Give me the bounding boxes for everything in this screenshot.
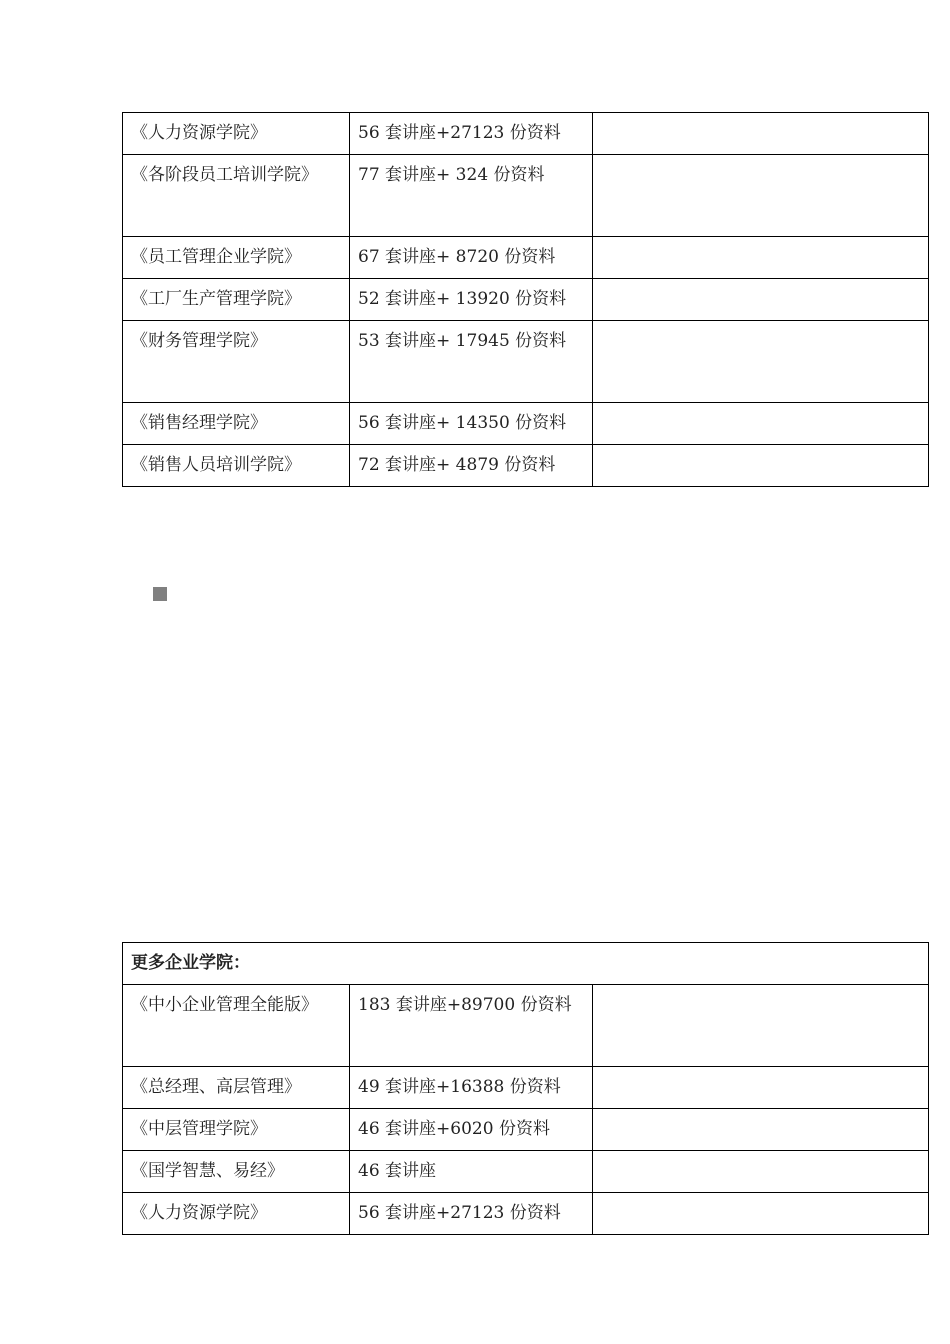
table-row	[123, 1109, 929, 1151]
table-row	[123, 321, 929, 403]
academy-content: 183 套讲座+89700 份资料	[350, 985, 593, 1067]
academy-extra	[593, 403, 929, 445]
academy-name: 《工厂生产管理学院》	[123, 279, 350, 321]
academy-name: 《中小企业管理全能版》	[123, 985, 350, 1067]
academy-name: 《中层管理学院》	[123, 1109, 350, 1151]
academy-content: 46 套讲座	[350, 1151, 593, 1193]
table-row	[123, 1193, 929, 1235]
academy-content: 77 套讲座+ 324 份资料	[350, 155, 593, 237]
academy-extra	[593, 321, 929, 403]
table-row	[123, 237, 929, 279]
table-row	[123, 279, 929, 321]
academy-content: 52 套讲座+ 13920 份资料	[350, 279, 593, 321]
academy-name: 《总经理、高层管理》	[123, 1067, 350, 1109]
academy-extra	[593, 1151, 929, 1193]
academy-name: 《国学智慧、易经》	[123, 1151, 350, 1193]
academy-extra	[593, 1109, 929, 1151]
academy-content: 56 套讲座+27123 份资料	[350, 1193, 593, 1235]
table-row	[123, 155, 929, 237]
academy-extra	[593, 279, 929, 321]
academy-table-1	[122, 112, 929, 487]
table-header: 更多企业学院：	[123, 943, 929, 985]
academy-table-2	[122, 942, 929, 1235]
academy-extra	[593, 155, 929, 237]
academy-name: 《销售经理学院》	[123, 403, 350, 445]
academy-extra	[593, 985, 929, 1067]
table-row	[123, 113, 929, 155]
academy-content: 56 套讲座+27123 份资料	[350, 113, 593, 155]
academy-content: 67 套讲座+ 8720 份资料	[350, 237, 593, 279]
academy-content: 72 套讲座+ 4879 份资料	[350, 445, 593, 487]
academy-name: 《各阶段员工培训学院》	[123, 155, 350, 237]
table-row	[123, 1151, 929, 1193]
academy-extra	[593, 1067, 929, 1109]
academy-content: 53 套讲座+ 17945 份资料	[350, 321, 593, 403]
academy-content: 49 套讲座+16388 份资料	[350, 1067, 593, 1109]
table-row	[123, 985, 929, 1067]
academy-name: 《人力资源学院》	[123, 1193, 350, 1235]
academy-extra	[593, 237, 929, 279]
academy-extra	[593, 1193, 929, 1235]
academy-content: 56 套讲座+ 14350 份资料	[350, 403, 593, 445]
academy-name: 《人力资源学院》	[123, 113, 350, 155]
academy-extra	[593, 113, 929, 155]
academy-name: 《财务管理学院》	[123, 321, 350, 403]
academy-name: 《销售人员培训学院》	[123, 445, 350, 487]
table-header-row	[123, 943, 929, 985]
table-row	[123, 1067, 929, 1109]
table-row	[123, 445, 929, 487]
table-row	[123, 403, 929, 445]
academy-content: 46 套讲座+6020 份资料	[350, 1109, 593, 1151]
square-bullet-icon	[153, 587, 167, 601]
academy-name: 《员工管理企业学院》	[123, 237, 350, 279]
academy-extra	[593, 445, 929, 487]
